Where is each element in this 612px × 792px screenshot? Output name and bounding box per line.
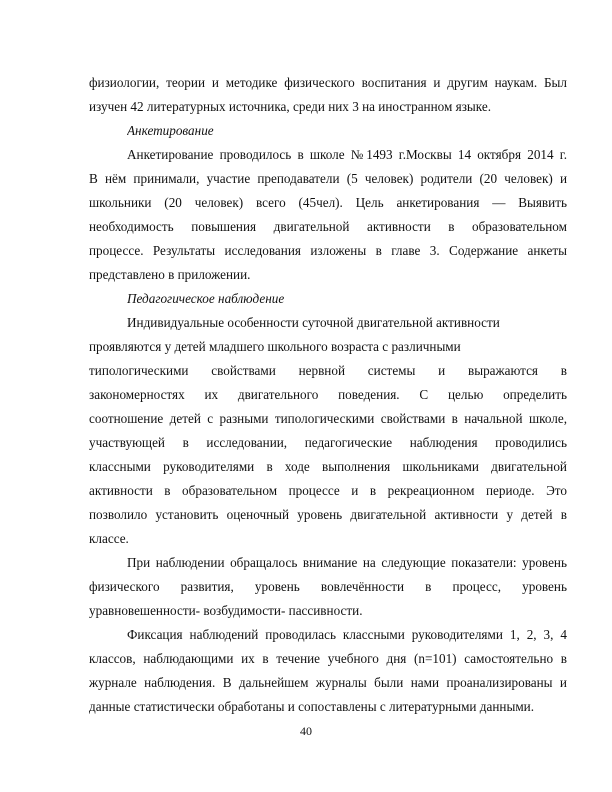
text-line: типологическими свойствами нервной системы и выражаются в [89,363,567,378]
text-line: физического развития, уровень вовлечённости в процесс, уровень [89,579,567,594]
text-line: участвующей в исследовании, педагогические наблюдения проводились [89,435,567,450]
text-line: Фиксация наблюдений проводилась классными руководителями 1, 2, 3, 4 [127,627,567,642]
text-line: процессе. Результаты исследования изложены в главе 3. Содержание анкеты [89,243,567,258]
text-line: физиологии, теории и методике физического воспитания и другим наукам. Был [89,75,567,90]
page-number: 40 [300,724,312,738]
text-line: В нём принимали, участие преподаватели (5 человек) родители (20 человек) и [89,171,567,186]
text-line: представлено в приложении. [89,267,251,282]
text-line: классными руководителями в ходе выполнения школьниками двигательной [89,459,567,474]
section-heading-survey: Анкетирование [127,123,214,138]
text-line: классе. [89,531,129,546]
text-line: классов, наблюдающими их в течение учебного дня (n=101) самостоятельно в [89,651,567,666]
text-line: Анкетирование проводилось в школе №1493 г.Москвы 14 октября 2014 г. [127,147,567,162]
text-line: Индивидуальные особенности суточной двигательной активности [127,315,500,330]
section-heading-observation: Педагогическое наблюдение [127,291,285,306]
text-line: журнале наблюдения. В дальнейшем журналы были нами проанализированы и [89,675,567,690]
text-line: соотношение детей с разными типологическими свойствами в начальной школе, [89,411,567,426]
text-line: активности в образовательном процессе и в рекреационном периоде. Это [89,483,567,498]
text-line: проявляются у детей младшего школьного возраста с различными [89,339,461,354]
text-line: школьники (20 человек) всего (45чел). Цель анкетирования — Выявить [89,195,567,210]
text-line: При наблюдении обращалось внимание на следующие показатели: уровень [127,555,567,570]
text-line: данные статистически обработаны и сопоставлены с литературными данными. [89,699,535,714]
text-line: позволило установить оценочный уровень двигательной активности у детей в [89,507,567,522]
text-line: необходимость повышения двигательной активности в образовательном [89,219,567,234]
text-line: закономерностях их двигательного поведения. С целью определить [89,387,567,402]
text-line: изучен 42 литературных источника, среди них 3 на иностранном языке. [89,99,492,114]
text-line: уравновешенности- возбудимости- пассивности. [89,603,363,618]
